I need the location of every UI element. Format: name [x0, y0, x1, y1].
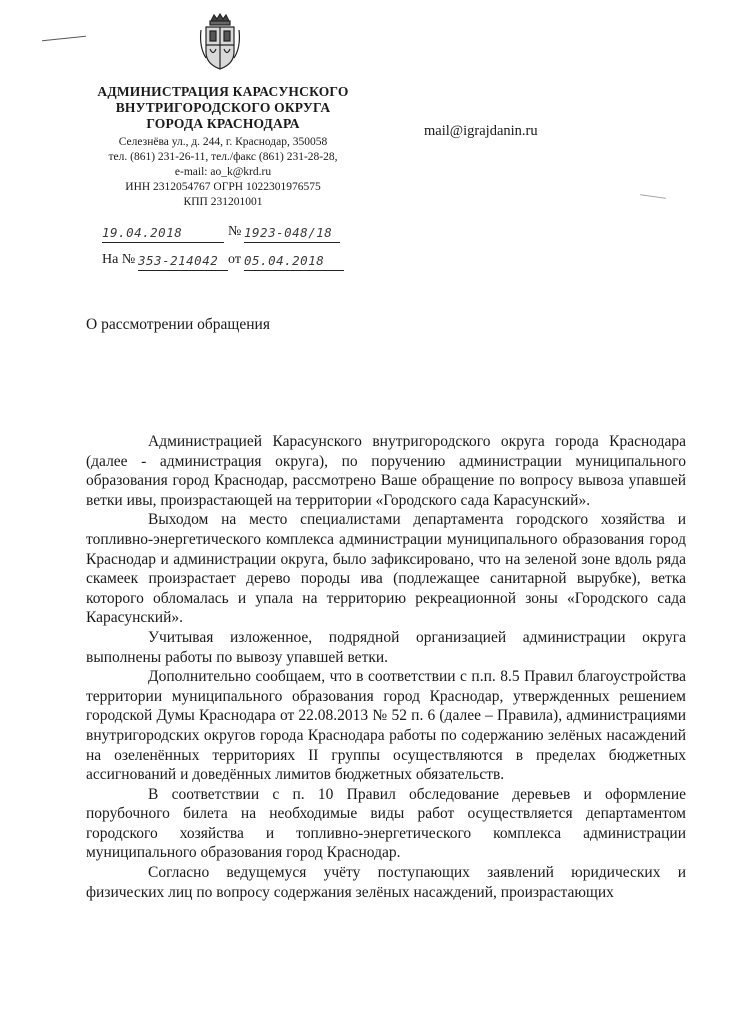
letter-subject: О рассмотрении обращения [86, 316, 270, 333]
recipient-email: mail@igrajdanin.ru [424, 123, 538, 139]
body-paragraph: В соответствии с п. 10 Правил обследование деревьев и оформление порубочного билета на необходимые виды работ осуществляется департаментом городского хозяйства и топливно-энергетического комплекса администрации муниципального образования город Краснодар. [86, 785, 686, 862]
scan-mark [42, 36, 86, 42]
outgoing-number-field [244, 224, 340, 243]
outgoing-number: 1923-048/18 [244, 225, 333, 240]
address-line-phone: тел. (861) 231-26-11, тел./факс (861) 231-28-28, [108, 151, 338, 163]
reply-from-label: от [228, 252, 241, 267]
body-paragraph: Администрацией Карасунского внутригородского округа города Краснодара (далее - администрация округа), по поручению администрации муниципального образования город Краснодар, рассмотрено Ваше обращение по вопросу вывоза упавшей ветки ивы, произрастающей на территории «Городского сада Карасунский». [86, 433, 686, 509]
coat-of-arms-icon [197, 12, 243, 72]
outgoing-date: 19.04.2018 [102, 225, 183, 240]
address-line-email: e-mail: ao_k@krd.ru [174, 166, 272, 178]
body-paragraph: Дополнительно сообщаем, что в соответствии с п.п. 8.5 Правил благоустройства территории муниципального образования город Краснодар, утвержденных решением городской Думы Краснодара от 22.08.2013 № 52 п. 6 (далее – Правила), администрациями внутригородских округов города Краснодара работы по содержанию зелёных насаждений на озеленённых территориях II группы осуществляются в пределах бюджетных ассигнований и доведённых лимитов бюджетных обязательств. [86, 668, 686, 784]
reply-number-field [138, 252, 228, 271]
scan-mark [640, 194, 666, 199]
body-paragraph: Учитывая изложенное, подрядной организацией администрации округа выполнены работы по вывозу упавшей ветки. [86, 628, 686, 666]
reply-prefix: На № [102, 252, 136, 267]
letter-body [86, 432, 686, 902]
outgoing-date-field [102, 224, 224, 243]
address-line-inn-ogrn: ИНН 2312054767 ОГРН 1022301976575 [125, 181, 321, 193]
org-name-line-1: АДМИНИСТРАЦИЯ КАРАСУНСКОГО [97, 84, 349, 99]
address-line-kpp: КПП 231201001 [183, 196, 263, 208]
org-name-line-3: ГОРОДА КРАСНОДАРА [146, 116, 300, 131]
org-name-line-2: ВНУТРИГОРОДСКОГО ОКРУГА [115, 100, 331, 115]
body-paragraph: Согласно ведущемуся учёту поступающих заявлений юридических и физических лиц по вопросу содержания зелёных насаждений, произрастающих [86, 864, 686, 901]
body-paragraph: Выходом на место специалистами департамента городского хозяйства и топливно-энергетического комплекса администрации муниципального образования город Краснодар и администрации округа, было зафиксировано, что на зеленой зоне вдоль ряда скамеек произрастает дерево породы ива (подлежащее санитарной вырубке), ветка которого обломалась и упала на территорию рекреационной зоны «Городского сада Карасунский». [86, 511, 686, 627]
address-line-street: Селезнёва ул., д. 244, г. Краснодар, 350058 [118, 136, 328, 148]
reply-number: 353-214042 [138, 253, 219, 268]
number-prefix: № [228, 224, 242, 239]
reply-date: 05.04.2018 [244, 253, 325, 268]
reply-date-field [244, 252, 344, 271]
